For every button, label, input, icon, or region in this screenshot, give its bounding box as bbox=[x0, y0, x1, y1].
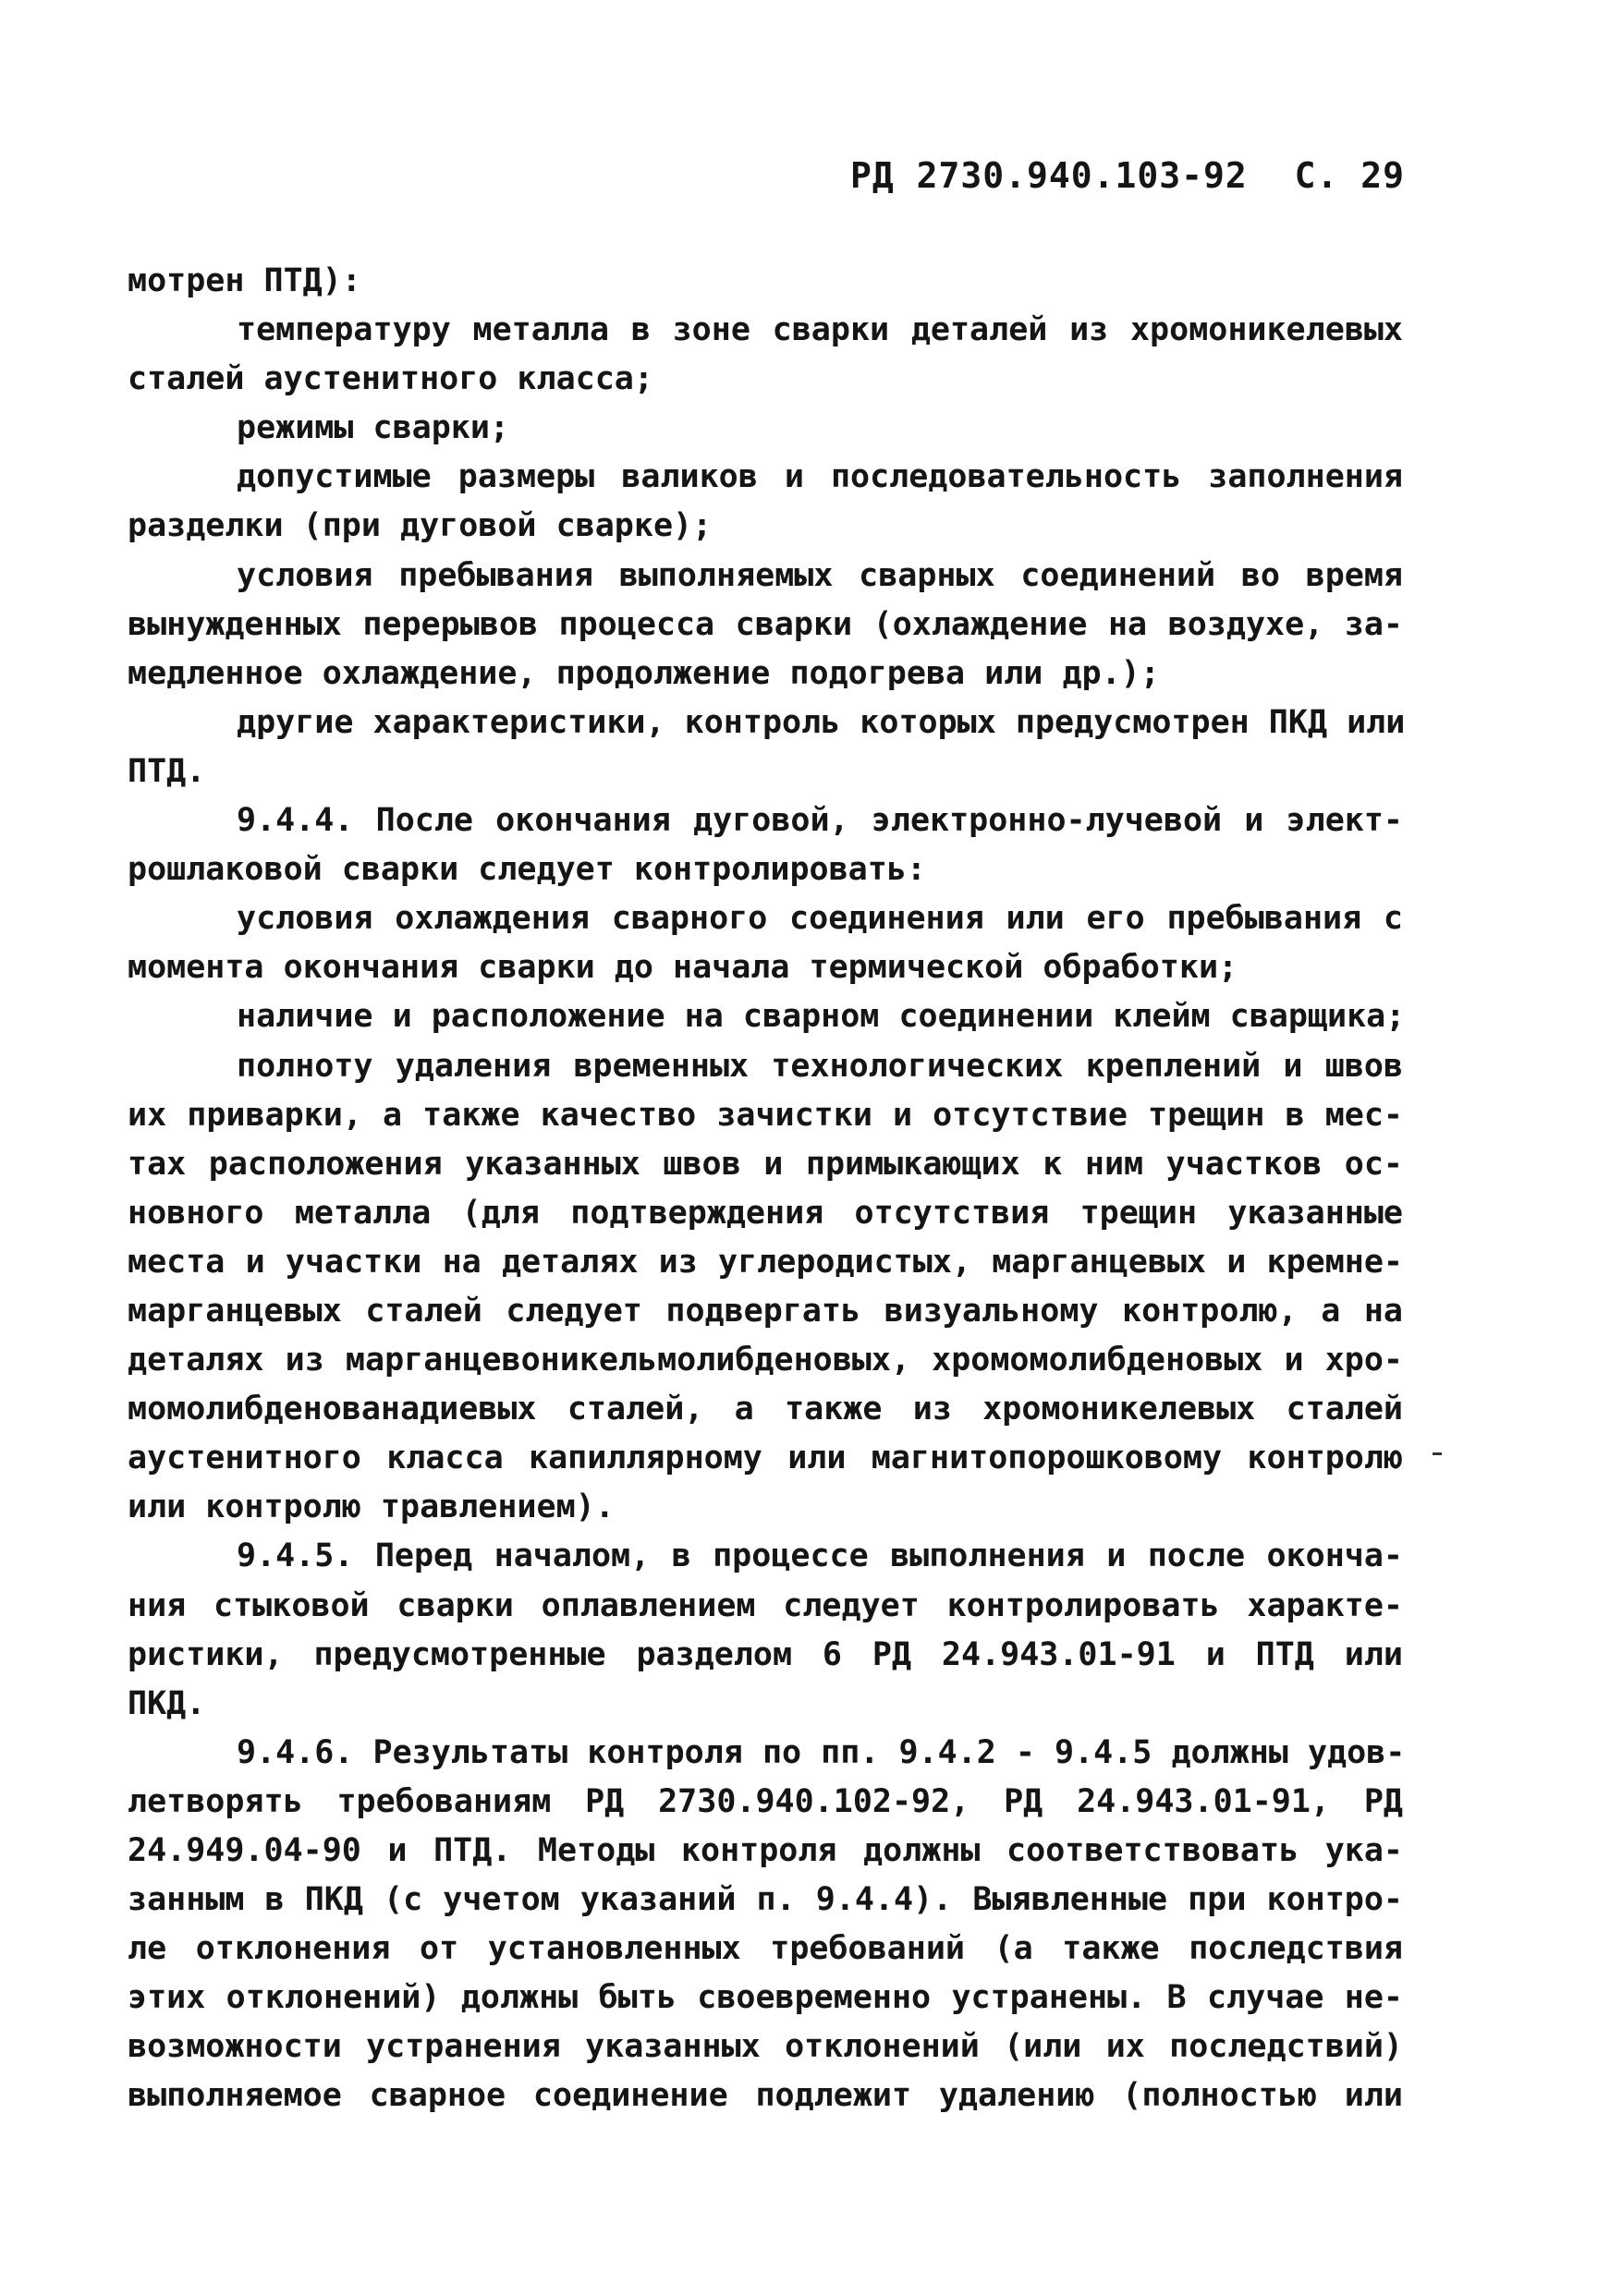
text-line: температуру металла в зоне сварки деталей из хромоникелевых bbox=[237, 311, 1403, 349]
text-line: 9.4.6. Результаты контроля по пп. 9.4.2 - 9.4.5 должны удов- bbox=[237, 1733, 1406, 1771]
text-line: тах расположения указанных швов и примыкающих к ним участков ос- bbox=[128, 1145, 1403, 1183]
text-line: сталей аустенитного класса; bbox=[128, 360, 653, 398]
text-line: ле отклонения от установленных требований (а также последствия bbox=[128, 1930, 1403, 1968]
text-line: мотрен ПТД): bbox=[128, 262, 361, 299]
text-line: момента окончания сварки до начала термической обработки; bbox=[128, 949, 1238, 987]
text-line: наличие и расположение на сварном соединении клейм сварщика; bbox=[237, 998, 1406, 1036]
text-line: разделки (при дуговой сварке); bbox=[128, 507, 713, 545]
text-line: 9.4.4. После окончания дуговой, электронно-лучевой и элект- bbox=[237, 802, 1403, 840]
text-line: режимы сварки; bbox=[237, 409, 510, 447]
text-line: вынужденных перерывов процесса сварки (охлаждение на воздухе, за- bbox=[128, 605, 1403, 643]
text-line: места и участки на деталях из углеродистых, марганцевых и кремне- bbox=[128, 1243, 1403, 1281]
text-line: занным в ПКД (с учетом указаний п. 9.4.4). Выявленные при контро- bbox=[128, 1881, 1403, 1919]
text-line: ристики, предусмотренные разделом 6 РД 24.943.01-91 и ПТД или bbox=[128, 1635, 1403, 1673]
text-line: возможности устранения указанных отклонений (или их последствий) bbox=[128, 2028, 1403, 2066]
text-line: ПТД. bbox=[128, 752, 206, 790]
text-line: или контролю травлением). bbox=[128, 1488, 615, 1526]
text-line: новного металла (для подтверждения отсутствия трещин указанные bbox=[128, 1194, 1403, 1232]
page-number: С. 29 bbox=[1294, 155, 1405, 196]
text-line: условия пребывания выполняемых сварных соединений во время bbox=[237, 556, 1403, 594]
text-line: этих отклонений) должны быть своевременно устранены. В случае не- bbox=[128, 1979, 1403, 2017]
text-line: момолибденованадиевых сталей, а также из хромоникелевых сталей bbox=[128, 1391, 1403, 1428]
text-line: аустенитного класса капиллярному или магнитопорошковому контролю bbox=[128, 1440, 1403, 1477]
text-line: их приварки, а также качество зачистки и отсутствие трещин в мес- bbox=[128, 1096, 1403, 1134]
document-code: РД 2730.940.103-92 bbox=[850, 155, 1248, 196]
text-line: выполняемое сварное соединение подлежит удалению (полностью или bbox=[128, 2077, 1403, 2115]
text-line: медленное охлаждение, продолжение подогрева или др.); bbox=[128, 654, 1160, 692]
margin-mark bbox=[1433, 1452, 1442, 1455]
text-line: 24.949.04-90 и ПТД. Методы контроля должны соответствовать ука- bbox=[128, 1832, 1403, 1869]
text-line: деталях из марганцевоникельмолибденовых, хромомолибденовых и хро- bbox=[128, 1342, 1403, 1379]
text-line: ПКД. bbox=[128, 1684, 206, 1722]
text-line: ния стыковой сварки оплавлением следует контролировать характе- bbox=[128, 1586, 1403, 1624]
text-line: допустимые размеры валиков и последовательность заполнения bbox=[237, 458, 1403, 496]
text-line: 9.4.5. Перед началом, в процессе выполнения и после оконча- bbox=[237, 1537, 1403, 1575]
page-header bbox=[832, 155, 1405, 201]
text-line: летворять требованиям РД 2730.940.102-92, РД 24.943.01-91, РД bbox=[128, 1782, 1403, 1820]
text-line: условия охлаждения сварного соединения или его пребывания с bbox=[237, 900, 1403, 938]
text-line: марганцевых сталей следует подвергать визуальному контролю, а на bbox=[128, 1292, 1403, 1330]
text-line: рошлаковой сварки следует контролировать: bbox=[128, 851, 926, 889]
text-line: другие характеристики, контроль которых предусмотрен ПКД или bbox=[237, 703, 1406, 741]
text-line: полноту удаления временных технологических креплений и швов bbox=[237, 1047, 1403, 1085]
body-text bbox=[128, 257, 1406, 2121]
